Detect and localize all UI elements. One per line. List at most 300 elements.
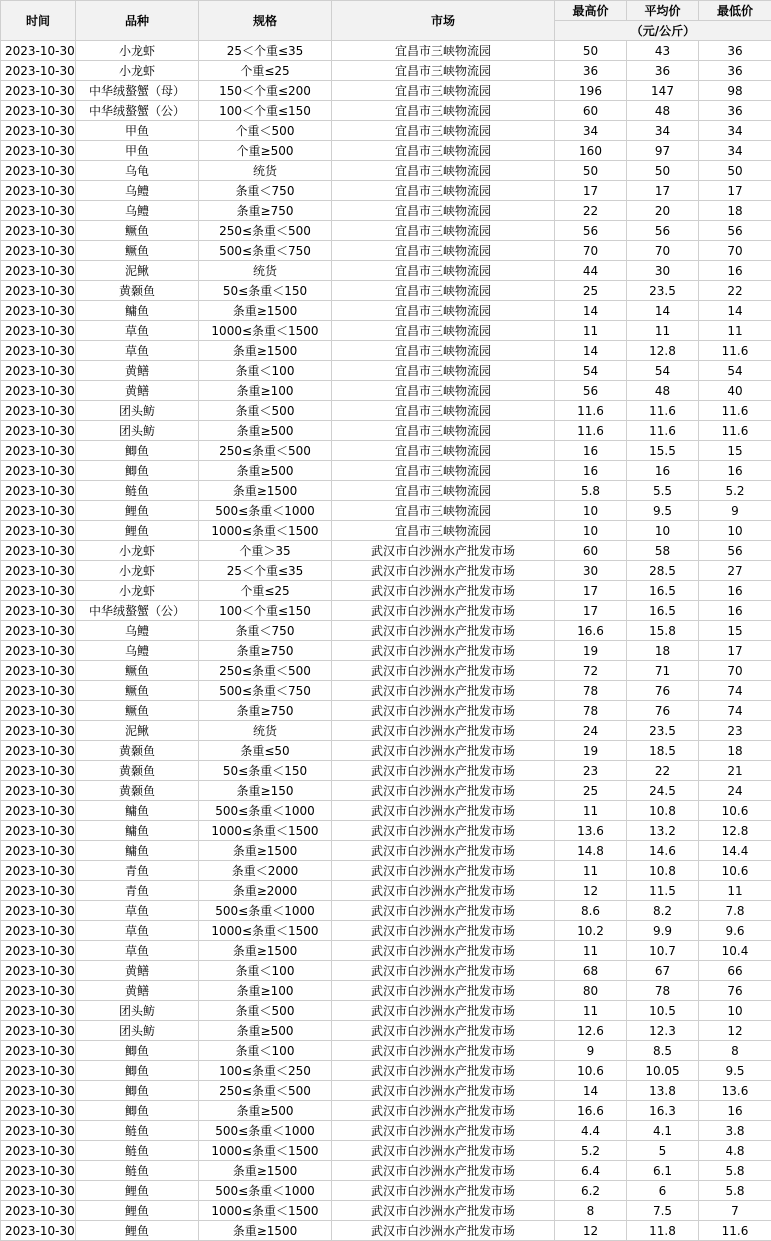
cell-avg-price: 16.5 — [627, 581, 699, 601]
cell-avg-price: 54 — [627, 361, 699, 381]
table-row — [1, 701, 771, 721]
cell-market: 宜昌市三峡物流园 — [332, 341, 555, 361]
table-row — [1, 1101, 771, 1121]
table-row — [1, 881, 771, 901]
cell-variety: 乌鳢 — [76, 621, 199, 641]
cell-avg-price: 76 — [627, 681, 699, 701]
cell-variety: 草鱼 — [76, 941, 199, 961]
cell-spec: 条重＜100 — [199, 361, 332, 381]
cell-min-price: 11.6 — [699, 341, 771, 361]
cell-max-price: 78 — [555, 681, 627, 701]
table-row — [1, 661, 771, 681]
cell-spec: 500≤条重＜1000 — [199, 801, 332, 821]
cell-max-price: 10 — [555, 521, 627, 541]
cell-variety: 鳙鱼 — [76, 801, 199, 821]
cell-variety: 乌龟 — [76, 161, 199, 181]
table-row — [1, 541, 771, 561]
cell-variety: 鲫鱼 — [76, 1061, 199, 1081]
cell-avg-price: 22 — [627, 761, 699, 781]
cell-market: 武汉市白沙洲水产批发市场 — [332, 621, 555, 641]
cell-avg-price: 10.7 — [627, 941, 699, 961]
cell-date: 2023-10-30 — [1, 1101, 76, 1121]
cell-spec: 条重≥750 — [199, 701, 332, 721]
cell-market: 武汉市白沙洲水产批发市场 — [332, 841, 555, 861]
cell-max-price: 80 — [555, 981, 627, 1001]
table-row — [1, 921, 771, 941]
cell-spec: 条重≥500 — [199, 1021, 332, 1041]
cell-market: 宜昌市三峡物流园 — [332, 321, 555, 341]
cell-date: 2023-10-30 — [1, 321, 76, 341]
cell-min-price: 74 — [699, 701, 771, 721]
cell-market: 武汉市白沙洲水产批发市场 — [332, 761, 555, 781]
table-row — [1, 801, 771, 821]
cell-min-price: 10.4 — [699, 941, 771, 961]
cell-spec: 500≤条重＜750 — [199, 681, 332, 701]
cell-spec: 条重≥2000 — [199, 881, 332, 901]
cell-spec: 条重≥750 — [199, 641, 332, 661]
cell-spec: 统货 — [199, 261, 332, 281]
cell-variety: 鲢鱼 — [76, 1161, 199, 1181]
table-row — [1, 441, 771, 461]
table-row — [1, 61, 771, 81]
cell-date: 2023-10-30 — [1, 481, 76, 501]
table-row — [1, 301, 771, 321]
cell-market: 宜昌市三峡物流园 — [332, 461, 555, 481]
cell-avg-price: 6 — [627, 1181, 699, 1201]
cell-variety: 泥鳅 — [76, 261, 199, 281]
cell-min-price: 14.4 — [699, 841, 771, 861]
cell-date: 2023-10-30 — [1, 601, 76, 621]
table-row — [1, 401, 771, 421]
cell-market: 武汉市白沙洲水产批发市场 — [332, 881, 555, 901]
cell-spec: 条重≥500 — [199, 461, 332, 481]
cell-min-price: 8 — [699, 1041, 771, 1061]
cell-date: 2023-10-30 — [1, 341, 76, 361]
cell-date: 2023-10-30 — [1, 161, 76, 181]
cell-max-price: 34 — [555, 121, 627, 141]
cell-spec: 500≤条重＜1000 — [199, 1181, 332, 1201]
cell-min-price: 10.6 — [699, 861, 771, 881]
cell-spec: 25＜个重≤35 — [199, 561, 332, 581]
cell-variety: 鲫鱼 — [76, 1041, 199, 1061]
table-row — [1, 341, 771, 361]
cell-min-price: 34 — [699, 121, 771, 141]
cell-avg-price: 12.3 — [627, 1021, 699, 1041]
cell-min-price: 4.8 — [699, 1141, 771, 1161]
table-row — [1, 561, 771, 581]
table-row — [1, 381, 771, 401]
cell-date: 2023-10-30 — [1, 201, 76, 221]
table-row — [1, 181, 771, 201]
cell-max-price: 30 — [555, 561, 627, 581]
cell-min-price: 70 — [699, 661, 771, 681]
cell-market: 武汉市白沙洲水产批发市场 — [332, 1121, 555, 1141]
cell-max-price: 10.2 — [555, 921, 627, 941]
cell-max-price: 11 — [555, 941, 627, 961]
cell-spec: 1000≤条重＜1500 — [199, 1201, 332, 1221]
table-row — [1, 721, 771, 741]
cell-avg-price: 10.5 — [627, 1001, 699, 1021]
cell-spec: 个重＞35 — [199, 541, 332, 561]
table-row — [1, 821, 771, 841]
cell-spec: 50≤条重＜150 — [199, 281, 332, 301]
cell-min-price: 54 — [699, 361, 771, 381]
cell-avg-price: 76 — [627, 701, 699, 721]
cell-min-price: 9 — [699, 501, 771, 521]
cell-min-price: 11 — [699, 321, 771, 341]
cell-min-price: 16 — [699, 461, 771, 481]
cell-max-price: 24 — [555, 721, 627, 741]
cell-max-price: 11.6 — [555, 401, 627, 421]
cell-max-price: 5.8 — [555, 481, 627, 501]
cell-spec: 个重≤25 — [199, 61, 332, 81]
cell-date: 2023-10-30 — [1, 1041, 76, 1061]
cell-date: 2023-10-30 — [1, 361, 76, 381]
cell-min-price: 56 — [699, 221, 771, 241]
cell-avg-price: 24.5 — [627, 781, 699, 801]
cell-date: 2023-10-30 — [1, 581, 76, 601]
header-date: 时间 — [1, 1, 76, 41]
cell-date: 2023-10-30 — [1, 1061, 76, 1081]
cell-max-price: 68 — [555, 961, 627, 981]
cell-market: 武汉市白沙洲水产批发市场 — [332, 661, 555, 681]
cell-date: 2023-10-30 — [1, 401, 76, 421]
cell-min-price: 5.2 — [699, 481, 771, 501]
cell-market: 宜昌市三峡物流园 — [332, 61, 555, 81]
cell-variety: 团头鲂 — [76, 1021, 199, 1041]
cell-min-price: 34 — [699, 141, 771, 161]
cell-date: 2023-10-30 — [1, 1201, 76, 1221]
cell-market: 武汉市白沙洲水产批发市场 — [332, 601, 555, 621]
cell-date: 2023-10-30 — [1, 881, 76, 901]
header-market: 市场 — [332, 1, 555, 41]
cell-spec: 50≤条重＜150 — [199, 761, 332, 781]
cell-market: 宜昌市三峡物流园 — [332, 261, 555, 281]
cell-min-price: 66 — [699, 961, 771, 981]
cell-max-price: 11 — [555, 1001, 627, 1021]
cell-market: 武汉市白沙洲水产批发市场 — [332, 941, 555, 961]
cell-max-price: 60 — [555, 541, 627, 561]
cell-variety: 青鱼 — [76, 881, 199, 901]
cell-variety: 鲤鱼 — [76, 501, 199, 521]
cell-spec: 250≤条重＜500 — [199, 661, 332, 681]
cell-variety: 鲫鱼 — [76, 1101, 199, 1121]
table-row — [1, 201, 771, 221]
cell-date: 2023-10-30 — [1, 621, 76, 641]
cell-avg-price: 20 — [627, 201, 699, 221]
cell-max-price: 17 — [555, 581, 627, 601]
cell-max-price: 16.6 — [555, 621, 627, 641]
cell-min-price: 16 — [699, 581, 771, 601]
cell-max-price: 50 — [555, 161, 627, 181]
cell-max-price: 56 — [555, 221, 627, 241]
cell-date: 2023-10-30 — [1, 101, 76, 121]
cell-max-price: 14 — [555, 1081, 627, 1101]
cell-date: 2023-10-30 — [1, 901, 76, 921]
table-row — [1, 861, 771, 881]
cell-spec: 条重＜100 — [199, 1041, 332, 1061]
cell-min-price: 36 — [699, 61, 771, 81]
cell-min-price: 5.8 — [699, 1181, 771, 1201]
cell-market: 武汉市白沙洲水产批发市场 — [332, 921, 555, 941]
cell-variety: 团头鲂 — [76, 421, 199, 441]
cell-spec: 条重≥1500 — [199, 941, 332, 961]
cell-avg-price: 11.6 — [627, 421, 699, 441]
cell-min-price: 11 — [699, 881, 771, 901]
cell-avg-price: 70 — [627, 241, 699, 261]
cell-avg-price: 28.5 — [627, 561, 699, 581]
cell-date: 2023-10-30 — [1, 701, 76, 721]
cell-date: 2023-10-30 — [1, 41, 76, 61]
cell-variety: 甲鱼 — [76, 141, 199, 161]
cell-market: 宜昌市三峡物流园 — [332, 481, 555, 501]
cell-min-price: 21 — [699, 761, 771, 781]
cell-avg-price: 11 — [627, 321, 699, 341]
cell-date: 2023-10-30 — [1, 61, 76, 81]
cell-market: 武汉市白沙洲水产批发市场 — [332, 1101, 555, 1121]
table-row — [1, 601, 771, 621]
cell-variety: 中华绒螯蟹（公） — [76, 101, 199, 121]
header-max-price: 最高价 — [555, 1, 627, 21]
cell-variety: 鲤鱼 — [76, 1221, 199, 1241]
table-row — [1, 421, 771, 441]
cell-avg-price: 10.8 — [627, 861, 699, 881]
header-unit: （元/公斤） — [555, 21, 771, 41]
cell-max-price: 16 — [555, 461, 627, 481]
cell-date: 2023-10-30 — [1, 441, 76, 461]
cell-avg-price: 58 — [627, 541, 699, 561]
cell-avg-price: 36 — [627, 61, 699, 81]
cell-avg-price: 16 — [627, 461, 699, 481]
cell-avg-price: 18.5 — [627, 741, 699, 761]
cell-spec: 条重≤50 — [199, 741, 332, 761]
cell-variety: 黄颡鱼 — [76, 281, 199, 301]
cell-variety: 团头鲂 — [76, 401, 199, 421]
cell-variety: 鳜鱼 — [76, 221, 199, 241]
cell-date: 2023-10-30 — [1, 941, 76, 961]
cell-variety: 小龙虾 — [76, 41, 199, 61]
cell-variety: 鲢鱼 — [76, 1141, 199, 1161]
cell-avg-price: 34 — [627, 121, 699, 141]
cell-variety: 小龙虾 — [76, 561, 199, 581]
cell-date: 2023-10-30 — [1, 501, 76, 521]
cell-variety: 小龙虾 — [76, 541, 199, 561]
cell-spec: 1000≤条重＜1500 — [199, 821, 332, 841]
cell-min-price: 5.8 — [699, 1161, 771, 1181]
cell-market: 宜昌市三峡物流园 — [332, 401, 555, 421]
cell-spec: 250≤条重＜500 — [199, 221, 332, 241]
cell-date: 2023-10-30 — [1, 141, 76, 161]
cell-variety: 鲤鱼 — [76, 1181, 199, 1201]
cell-date: 2023-10-30 — [1, 381, 76, 401]
cell-variety: 鲫鱼 — [76, 441, 199, 461]
cell-market: 武汉市白沙洲水产批发市场 — [332, 961, 555, 981]
cell-market: 宜昌市三峡物流园 — [332, 181, 555, 201]
table-row — [1, 1061, 771, 1081]
cell-max-price: 13.6 — [555, 821, 627, 841]
table-row — [1, 1041, 771, 1061]
cell-date: 2023-10-30 — [1, 961, 76, 981]
cell-market: 宜昌市三峡物流园 — [332, 241, 555, 261]
table-row — [1, 321, 771, 341]
cell-date: 2023-10-30 — [1, 641, 76, 661]
cell-variety: 鳙鱼 — [76, 821, 199, 841]
cell-date: 2023-10-30 — [1, 421, 76, 441]
table-row — [1, 681, 771, 701]
table-row — [1, 161, 771, 181]
cell-market: 宜昌市三峡物流园 — [332, 501, 555, 521]
cell-spec: 100＜个重≤150 — [199, 101, 332, 121]
cell-market: 宜昌市三峡物流园 — [332, 421, 555, 441]
cell-avg-price: 12.8 — [627, 341, 699, 361]
table-row — [1, 1081, 771, 1101]
cell-avg-price: 48 — [627, 101, 699, 121]
cell-spec: 1000≤条重＜1500 — [199, 521, 332, 541]
table-row — [1, 361, 771, 381]
cell-max-price: 72 — [555, 661, 627, 681]
cell-spec: 条重＜500 — [199, 1001, 332, 1021]
cell-avg-price: 14 — [627, 301, 699, 321]
cell-spec: 条重＜500 — [199, 401, 332, 421]
cell-variety: 鳙鱼 — [76, 841, 199, 861]
cell-spec: 500≤条重＜1000 — [199, 901, 332, 921]
cell-variety: 小龙虾 — [76, 581, 199, 601]
cell-variety: 鳜鱼 — [76, 661, 199, 681]
cell-avg-price: 10.05 — [627, 1061, 699, 1081]
cell-max-price: 19 — [555, 741, 627, 761]
cell-avg-price: 13.8 — [627, 1081, 699, 1101]
cell-min-price: 76 — [699, 981, 771, 1001]
cell-market: 宜昌市三峡物流园 — [332, 441, 555, 461]
cell-variety: 黄鳝 — [76, 361, 199, 381]
cell-date: 2023-10-30 — [1, 81, 76, 101]
cell-min-price: 10 — [699, 1001, 771, 1021]
cell-spec: 250≤条重＜500 — [199, 1081, 332, 1101]
cell-variety: 青鱼 — [76, 861, 199, 881]
table-row — [1, 121, 771, 141]
cell-max-price: 12 — [555, 881, 627, 901]
cell-market: 武汉市白沙洲水产批发市场 — [332, 981, 555, 1001]
cell-avg-price: 9.5 — [627, 501, 699, 521]
cell-market: 宜昌市三峡物流园 — [332, 101, 555, 121]
cell-spec: 条重≥1500 — [199, 481, 332, 501]
cell-spec: 条重≥100 — [199, 381, 332, 401]
cell-min-price: 27 — [699, 561, 771, 581]
cell-min-price: 23 — [699, 721, 771, 741]
table-row — [1, 241, 771, 261]
cell-spec: 100＜个重≤150 — [199, 601, 332, 621]
table-row — [1, 641, 771, 661]
cell-variety: 泥鳅 — [76, 721, 199, 741]
cell-variety: 黄鳝 — [76, 381, 199, 401]
cell-avg-price: 13.2 — [627, 821, 699, 841]
cell-market: 宜昌市三峡物流园 — [332, 141, 555, 161]
table-row — [1, 1121, 771, 1141]
cell-variety: 鳙鱼 — [76, 301, 199, 321]
cell-min-price: 16 — [699, 601, 771, 621]
cell-spec: 统货 — [199, 161, 332, 181]
cell-avg-price: 67 — [627, 961, 699, 981]
cell-min-price: 98 — [699, 81, 771, 101]
cell-spec: 500≤条重＜750 — [199, 241, 332, 261]
cell-max-price: 6.2 — [555, 1181, 627, 1201]
cell-variety: 草鱼 — [76, 901, 199, 921]
cell-market: 武汉市白沙洲水产批发市场 — [332, 801, 555, 821]
cell-avg-price: 9.9 — [627, 921, 699, 941]
cell-date: 2023-10-30 — [1, 1181, 76, 1201]
cell-market: 武汉市白沙洲水产批发市场 — [332, 1161, 555, 1181]
cell-spec: 1000≤条重＜1500 — [199, 921, 332, 941]
cell-max-price: 10.6 — [555, 1061, 627, 1081]
cell-variety: 甲鱼 — [76, 121, 199, 141]
cell-min-price: 36 — [699, 41, 771, 61]
cell-variety: 中华绒螯蟹（公） — [76, 601, 199, 621]
cell-min-price: 40 — [699, 381, 771, 401]
cell-date: 2023-10-30 — [1, 521, 76, 541]
cell-date: 2023-10-30 — [1, 1221, 76, 1241]
cell-market: 武汉市白沙洲水产批发市场 — [332, 1021, 555, 1041]
cell-max-price: 8.6 — [555, 901, 627, 921]
cell-min-price: 16 — [699, 1101, 771, 1121]
cell-avg-price: 15.8 — [627, 621, 699, 641]
cell-spec: 500≤条重＜1000 — [199, 501, 332, 521]
cell-date: 2023-10-30 — [1, 1141, 76, 1161]
cell-spec: 条重≥1500 — [199, 1161, 332, 1181]
cell-date: 2023-10-30 — [1, 261, 76, 281]
table-row — [1, 1021, 771, 1041]
table-row — [1, 221, 771, 241]
cell-max-price: 10 — [555, 501, 627, 521]
cell-market: 宜昌市三峡物流园 — [332, 281, 555, 301]
cell-avg-price: 7.5 — [627, 1201, 699, 1221]
header-variety: 品种 — [76, 1, 199, 41]
cell-min-price: 15 — [699, 621, 771, 641]
cell-min-price: 24 — [699, 781, 771, 801]
table-body — [1, 41, 771, 1241]
cell-max-price: 50 — [555, 41, 627, 61]
table-row — [1, 1161, 771, 1181]
cell-min-price: 22 — [699, 281, 771, 301]
cell-spec: 条重＜2000 — [199, 861, 332, 881]
cell-max-price: 5.2 — [555, 1141, 627, 1161]
table-row — [1, 461, 771, 481]
cell-market: 宜昌市三峡物流园 — [332, 301, 555, 321]
cell-max-price: 4.4 — [555, 1121, 627, 1141]
cell-spec: 100≤条重＜250 — [199, 1061, 332, 1081]
cell-max-price: 25 — [555, 781, 627, 801]
cell-avg-price: 23.5 — [627, 281, 699, 301]
cell-date: 2023-10-30 — [1, 541, 76, 561]
cell-spec: 150＜个重≤200 — [199, 81, 332, 101]
cell-max-price: 11.6 — [555, 421, 627, 441]
cell-max-price: 25 — [555, 281, 627, 301]
cell-max-price: 14.8 — [555, 841, 627, 861]
cell-date: 2023-10-30 — [1, 301, 76, 321]
cell-spec: 条重＜100 — [199, 961, 332, 981]
cell-variety: 小龙虾 — [76, 61, 199, 81]
cell-max-price: 22 — [555, 201, 627, 221]
cell-variety: 鳜鱼 — [76, 681, 199, 701]
cell-date: 2023-10-30 — [1, 1021, 76, 1041]
cell-market: 武汉市白沙洲水产批发市场 — [332, 701, 555, 721]
cell-market: 武汉市白沙洲水产批发市场 — [332, 781, 555, 801]
cell-max-price: 17 — [555, 181, 627, 201]
cell-avg-price: 11.6 — [627, 401, 699, 421]
cell-avg-price: 14.6 — [627, 841, 699, 861]
cell-avg-price: 11.5 — [627, 881, 699, 901]
cell-spec: 条重＜750 — [199, 181, 332, 201]
cell-max-price: 11 — [555, 321, 627, 341]
